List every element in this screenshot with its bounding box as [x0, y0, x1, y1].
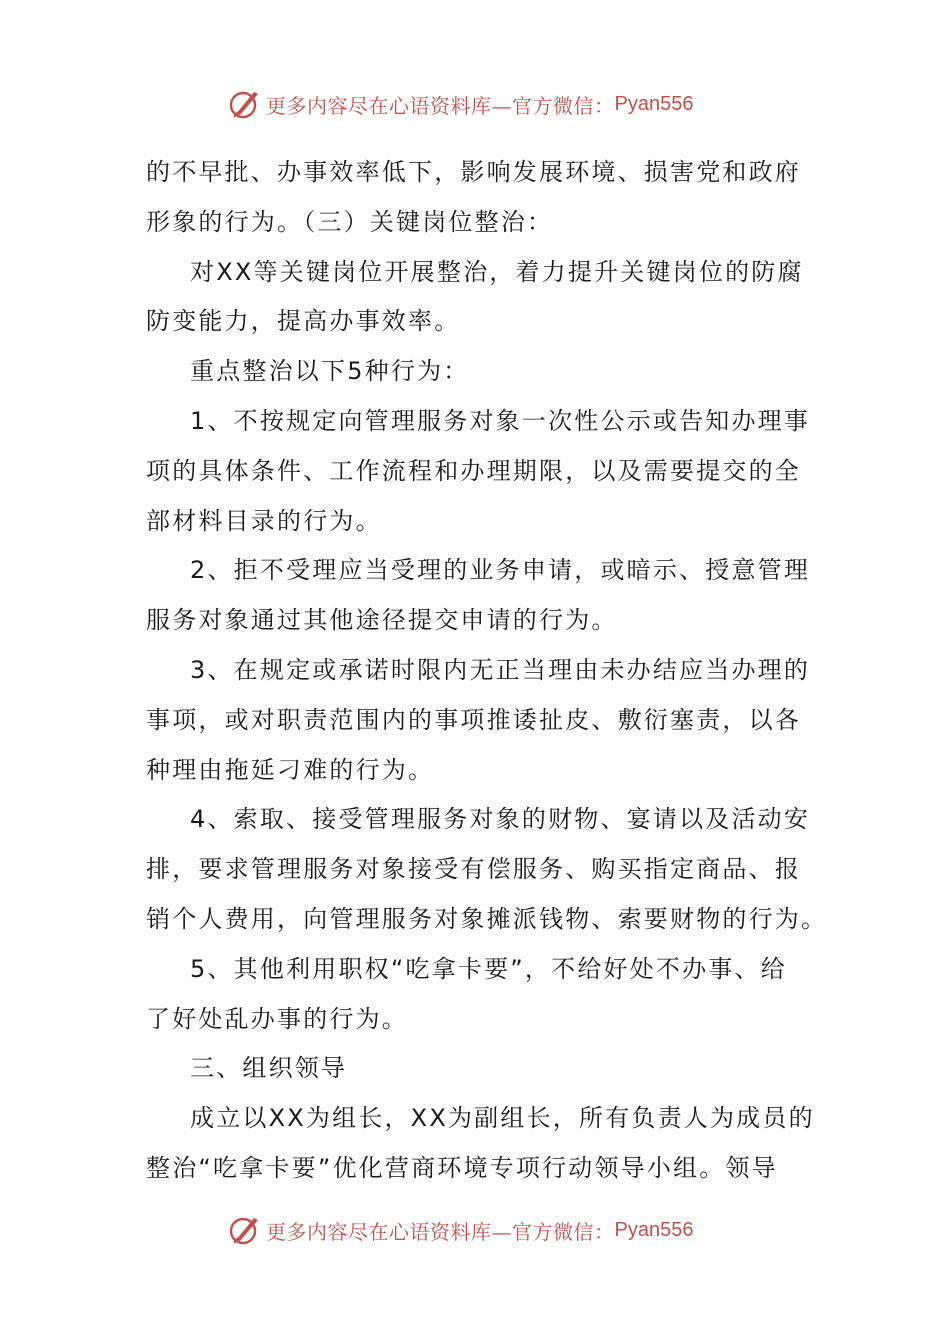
text-line: 2、拒不受理应当受理的业务申请，或暗示、授意管理	[190, 556, 811, 585]
text-line: 项的具体条件、工作流程和办理期限，以及需要提交的全	[146, 456, 801, 485]
text-line: 种理由拖延刁难的行为。	[146, 755, 435, 784]
document-body	[146, 148, 828, 1194]
footer-watermark	[228, 1212, 693, 1248]
text-line: 整治“吃拿卡要”优化营商环境专项行动领导小组。领导	[146, 1153, 778, 1182]
text-line: 服务对象通过其他途径提交申请的行为。	[146, 606, 618, 635]
text-line: 部材料目录的行为。	[146, 506, 382, 535]
text-line: 对XX等关键岗位开展整治，着力提升关键岗位的防腐	[190, 257, 804, 286]
text-line: 三、组织领导	[190, 1054, 348, 1083]
text-line: 销个人费用，向管理服务对象摊派钱物、索要财物的行为。	[146, 904, 828, 933]
watermark-text: 更多内容尽在心语资料库—官方微信：	[266, 93, 615, 118]
text-line: 1、不按规定向管理服务对象一次性公示或告知办理事	[190, 406, 811, 435]
text-line: 3、在规定或承诺时限内无正当理由未办结应当办理的	[190, 655, 811, 684]
text-line: 4、索取、接受管理服务对象的财物、宴请以及活动安	[190, 805, 811, 834]
text-line: 排，要求管理服务对象接受有偿服务、购买指定商品、报	[146, 855, 801, 884]
text-line: 形象的行为。（三）关键岗位整治：	[146, 207, 554, 236]
text-line: 重点整治以下5种行为：	[190, 357, 470, 386]
quill-logo-icon	[228, 87, 262, 121]
text-line: 5、其他利用职权“吃拿卡要”，不给好处不办事、给	[190, 954, 787, 983]
watermark-text: 更多内容尽在心语资料库—官方微信：	[266, 1219, 615, 1244]
watermark-wechat-id: Pyan556	[614, 92, 694, 115]
quill-logo-icon	[228, 1213, 262, 1247]
text-line: 了好处乱办事的行为。	[146, 1004, 408, 1033]
text-line: 的不早批、办事效率低下，影响发展环境、损害党和政府	[146, 158, 801, 186]
text-line: 成立以XX为组长，XX为副组长，所有负责人为成员的	[190, 1104, 815, 1133]
text-line: 事项，或对职责范围内的事项推诿扯皮、敷衍塞责，以各	[146, 705, 801, 734]
watermark-wechat-id: Pyan556	[614, 1218, 694, 1241]
header-watermark	[228, 86, 693, 122]
text-line: 防变能力，提高办事效率。	[146, 307, 461, 336]
